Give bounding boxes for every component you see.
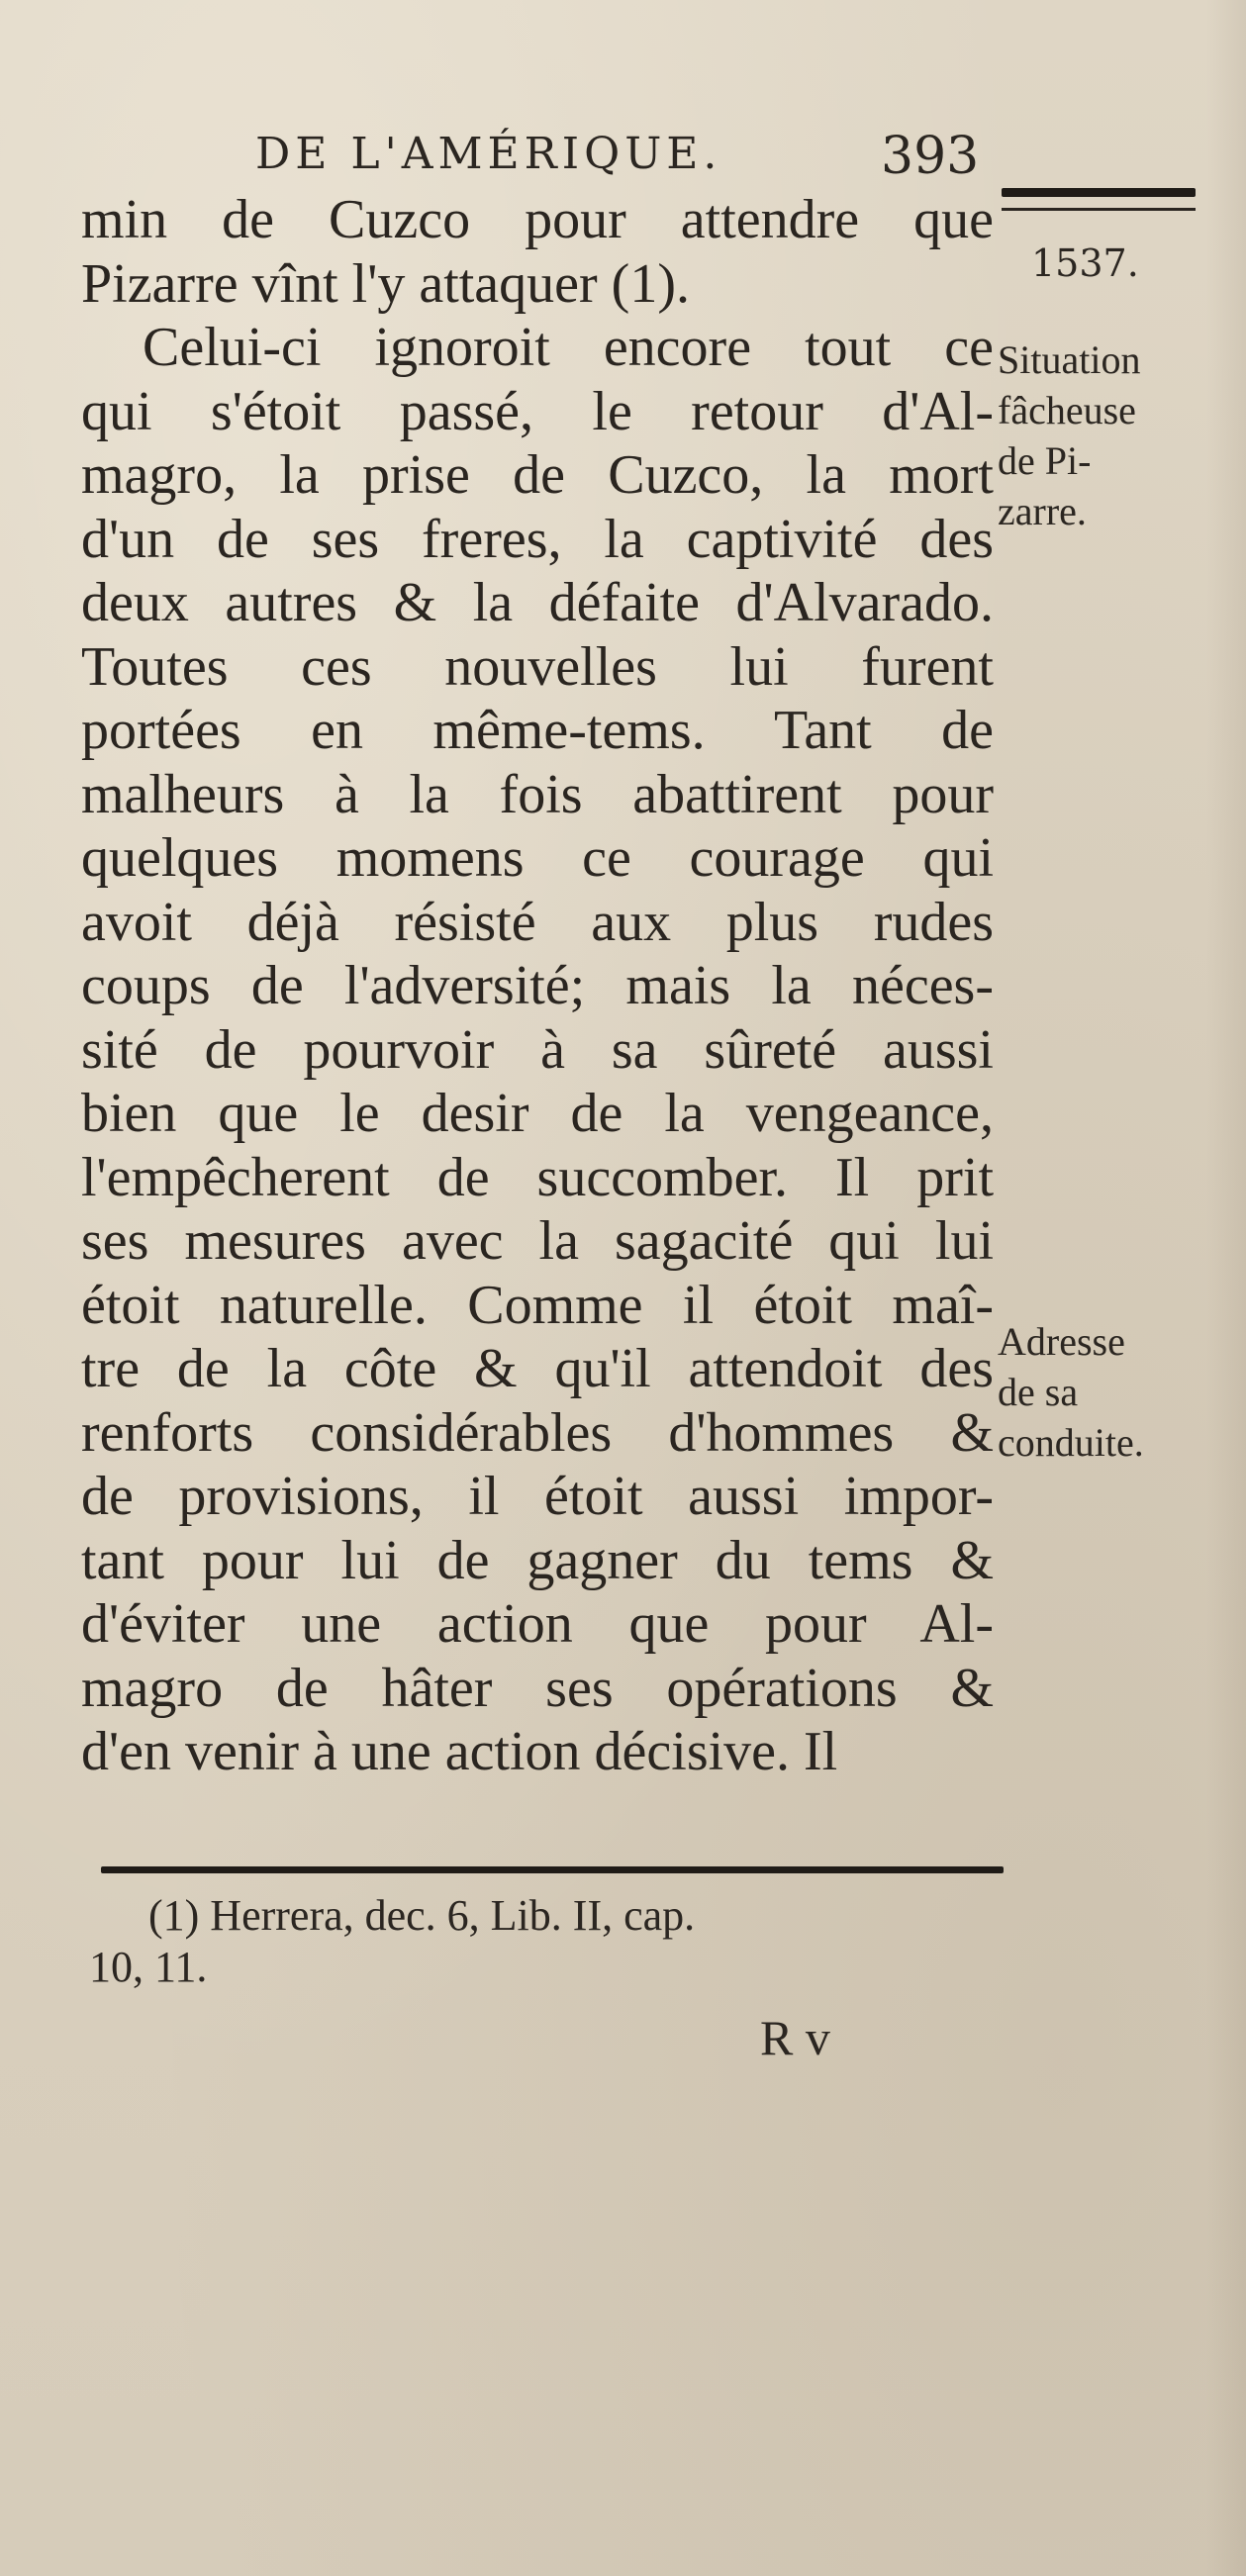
text-line: magro de hâter ses opérations & [81,1657,994,1719]
margin-note-line: conduite. [998,1420,1144,1465]
text-line: sité de pourvoir à sa sûreté aussi [81,1018,994,1081]
text-line: l'empêcherent de succomber. Il prit [81,1146,994,1208]
text-line: étoit naturelle. Comme il étoit maî- [81,1274,994,1336]
text-line: magro, la prise de Cuzco, la mort [81,444,994,506]
text-line: renforts considérables d'hommes & [81,1401,994,1464]
margin-note-situation [998,334,1140,536]
page-edge-shadow [1206,0,1246,2576]
margin-note-line: de sa [998,1370,1079,1414]
text-line: d'un de ses freres, la captivité des [81,508,994,570]
text-line: de provisions, il étoit aussi impor- [81,1466,994,1527]
text-line: d'éviter une action que pour Al- [81,1593,994,1655]
signature-mark: R v [760,2010,830,2065]
page-number: 393 [881,127,980,186]
text-line: portées en même-tems. Tant de [81,700,994,761]
text-line: coups de l'adversité; mais la néces- [81,955,994,1016]
footnote-line: 10, 11. [89,1943,208,1991]
text-line: min de Cuzco pour attendre que [81,189,994,250]
running-head: DE L'AMÉRIQUE. [255,129,722,179]
text-line: tre de la côte & qu'il attendoit des [81,1338,994,1399]
margin-note-adresse [998,1316,1144,1468]
footnote [89,1890,696,1993]
text-line: quelques momens ce courage qui [81,827,994,889]
text-line: ses mesures avec la sagacité qui lui [81,1210,994,1272]
body-text [81,188,994,1784]
text-line: bien que le desir de la vengeance, [81,1083,994,1144]
text-line: deux autres & la défaite d'Alvarado. [81,572,994,633]
text-line: Pizarre vînt l'y attaquer (1). [81,252,690,315]
text-line: d'en venir à une action décisive. Il [81,1721,838,1782]
margin-note-line: Situation [998,337,1141,382]
margin-year: 1537. [1031,241,1139,285]
footnote-line: (1) Herrera, dec. 6, Lib. II, cap. [148,1891,696,1940]
footnote-rule [101,1866,1004,1873]
margin-note-line: de Pi- [998,438,1092,483]
text-line: malheurs à la fois abattirent pour [81,763,994,825]
text-line: Toutes ces nouvelles lui furent [81,635,994,698]
margin-rule-thin [1002,208,1196,211]
text-line: qui s'étoit passé, le retour d'Al- [81,380,994,442]
margin-note-line: fâcheuse [998,388,1136,432]
text-line: Celui-ci ignoroit encore tout ce [143,317,994,378]
text-line: tant pour lui de gagner du tems & [81,1529,994,1591]
margin-rule-thick [1002,188,1196,197]
text-line: avoit déjà résisté aux plus rudes [81,891,994,953]
margin-note-line: zarre. [998,489,1087,533]
margin-note-line: Adresse [998,1319,1125,1364]
